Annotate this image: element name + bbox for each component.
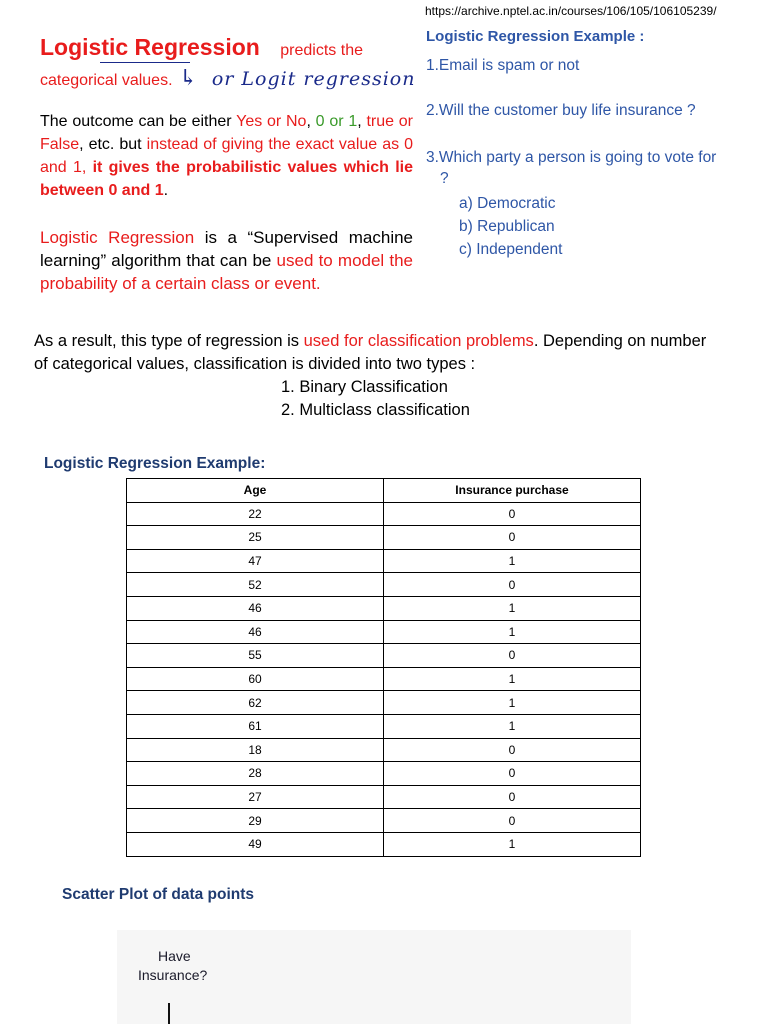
cell-insurance-purchase: 1 [384, 596, 641, 620]
vote-option-republican: b) Republican [459, 218, 555, 235]
table-title: Logistic Regression Example: [44, 455, 266, 472]
y-label-line-2: Insurance? [138, 967, 208, 983]
table-row [127, 549, 641, 573]
handwritten-arrow-icon: ↳ [178, 66, 198, 91]
para1-text: , etc. but [79, 136, 147, 153]
table-body [127, 502, 641, 856]
outcome-paragraph [40, 110, 413, 202]
cell-insurance-purchase: 0 [384, 785, 641, 809]
vote-option-democratic: a) Democratic [459, 195, 556, 212]
source-url[interactable]: https://archive.nptel.ac.in/courses/106/105/106105239/ [425, 4, 717, 18]
scatter-title: Scatter Plot of data points [62, 886, 255, 903]
cell-age: 22 [127, 502, 384, 526]
cell-insurance-purchase: 1 [384, 714, 641, 738]
yes-no-text: Yes or No [236, 113, 307, 130]
cell-insurance-purchase: 0 [384, 762, 641, 786]
true-false-text: true or False [40, 113, 414, 153]
examples-title: Logistic Regression Example : [426, 28, 645, 45]
table-row [127, 785, 641, 809]
para3-text: As a result, this type of regression is [34, 332, 304, 350]
cell-insurance-purchase: 0 [384, 573, 641, 597]
scatter-y-label [138, 947, 207, 985]
probabilistic-text: it gives the probabilistic values which lie between 0 and 1 [40, 159, 413, 199]
handwritten-note: or Logit regression [211, 68, 416, 90]
table-row [127, 596, 641, 620]
cell-age: 29 [127, 809, 384, 833]
cell-age: 61 [127, 714, 384, 738]
table-row [127, 809, 641, 833]
header-insurance-purchase: Insurance purchase [384, 479, 641, 503]
cell-age: 46 [127, 596, 384, 620]
intro-term: Logistic Regression [40, 34, 260, 60]
cell-age: 25 [127, 526, 384, 550]
y-axis-line [168, 1003, 170, 1024]
table-row [127, 573, 641, 597]
para1-comma: , [306, 113, 316, 130]
cell-age: 55 [127, 644, 384, 668]
cell-insurance-purchase: 1 [384, 667, 641, 691]
instead-text: instead of giving the exact value as 0 and 1, [40, 136, 414, 176]
table-row [127, 738, 641, 762]
table-row [127, 762, 641, 786]
header-age: Age [127, 479, 384, 503]
list-item-multiclass: 2. Multiclass classification [281, 401, 470, 419]
cell-age: 60 [127, 667, 384, 691]
table-header-row [127, 479, 641, 503]
table-row [127, 832, 641, 856]
para1-text: The outcome can be either [40, 113, 237, 130]
cell-insurance-purchase: 1 [384, 691, 641, 715]
table-row [127, 667, 641, 691]
para3-text: . Depending on number of categorical values, classification is divided into two types : [34, 332, 707, 373]
cell-insurance-purchase: 1 [384, 620, 641, 644]
cell-age: 27 [127, 785, 384, 809]
table-row [127, 620, 641, 644]
insurance-data-table [126, 478, 641, 857]
classification-paragraph [34, 330, 714, 376]
para1-comma: , [357, 113, 367, 130]
para2-term: Logistic Regression [40, 228, 195, 247]
para2-text: is a “Supervised machine learning” algorithm that can be [40, 228, 414, 270]
cell-insurance-purchase: 0 [384, 502, 641, 526]
example-item-2: 2.Will the customer buy life insurance ? [426, 102, 696, 119]
table-row [127, 714, 641, 738]
example-item-3-cont: ? [440, 170, 449, 187]
cell-insurance-purchase: 0 [384, 526, 641, 550]
cell-insurance-purchase: 1 [384, 549, 641, 573]
list-item-binary: 1. Binary Classification [281, 378, 448, 396]
table-row [127, 691, 641, 715]
y-label-line-1: Have [158, 948, 191, 964]
example-item-3: 3.Which party a person is going to vote for [426, 149, 717, 166]
cell-age: 47 [127, 549, 384, 573]
categorical-values-text: categorical values. [40, 72, 173, 89]
table-row [127, 644, 641, 668]
cell-insurance-purchase: 0 [384, 809, 641, 833]
cell-insurance-purchase: 1 [384, 832, 641, 856]
para2-red-text: used to model the probability of a certain class or event. [40, 251, 413, 293]
cell-insurance-purchase: 0 [384, 738, 641, 762]
cell-age: 49 [127, 832, 384, 856]
ink-underline [100, 62, 190, 63]
example-item-1: 1.Email is spam or not [426, 57, 580, 74]
para1-period: . [163, 182, 169, 199]
table-row [127, 502, 641, 526]
supervised-paragraph [40, 226, 413, 295]
table-row [127, 526, 641, 550]
cell-insurance-purchase: 0 [384, 644, 641, 668]
cell-age: 46 [127, 620, 384, 644]
cell-age: 52 [127, 573, 384, 597]
cell-age: 18 [127, 738, 384, 762]
zero-one-text: 0 or 1 [315, 113, 358, 130]
intro-line [40, 34, 412, 61]
vote-option-independent: c) Independent [459, 241, 563, 258]
intro-predicts: predicts the [280, 42, 363, 59]
intro-categorical [40, 66, 415, 91]
classification-problems-text: used for classification problems [303, 332, 534, 350]
cell-age: 62 [127, 691, 384, 715]
cell-age: 28 [127, 762, 384, 786]
